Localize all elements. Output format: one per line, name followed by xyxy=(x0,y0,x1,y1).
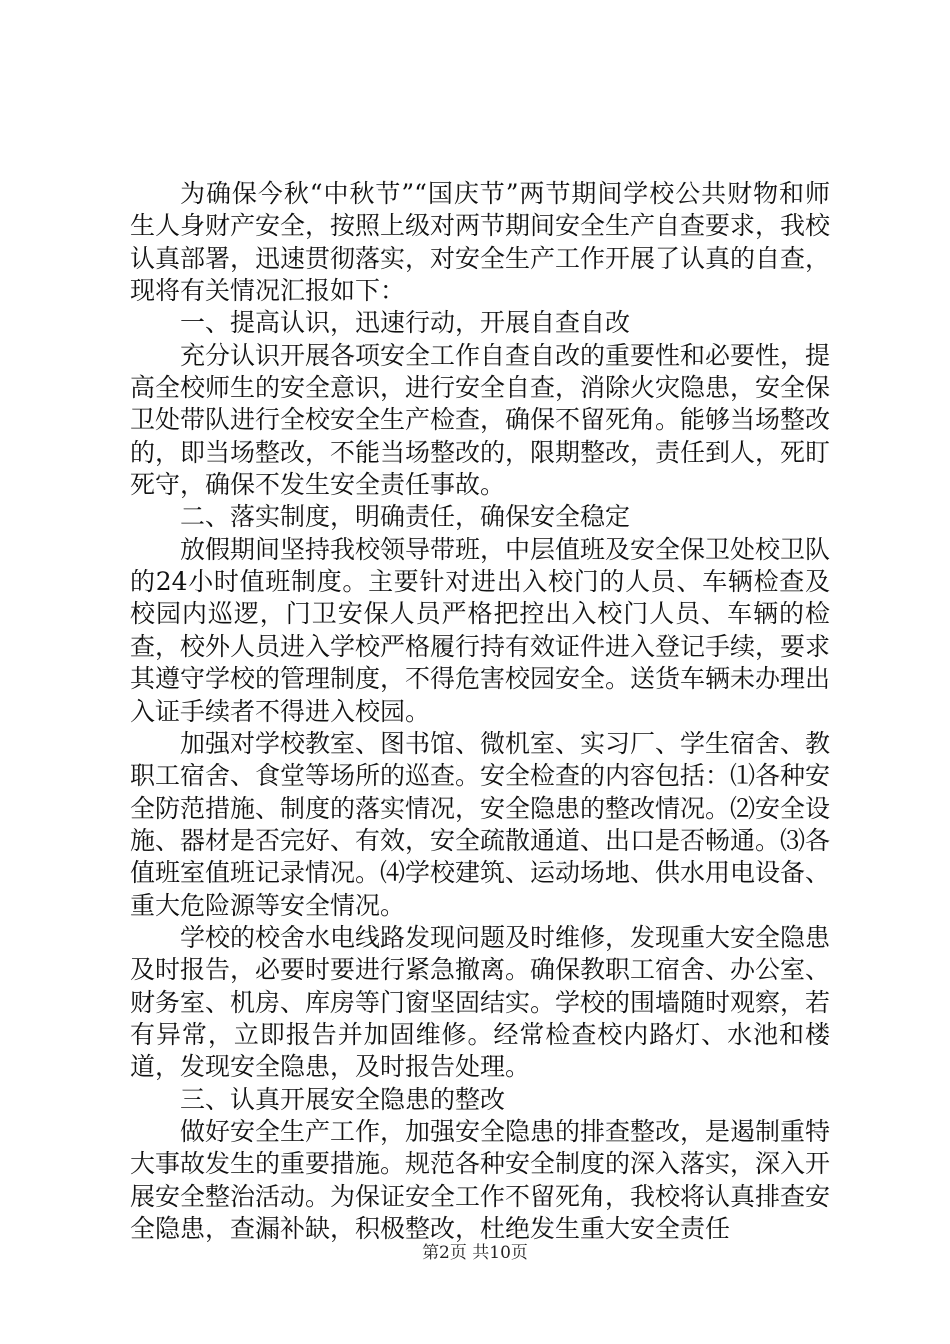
page-number-footer: 第2页 共10页 xyxy=(422,1243,528,1263)
paragraph-rectification: 做好安全生产工作，加强安全隐患的排查整改，是遏制重特大事故发生的重要措施。规范各种安全制度的深入落实，深入开展安全整治活动。为保证安全工作不留死角，我校将认真排查安全隐患，查漏补缺，积极整改，杜绝发生重大安全责任 xyxy=(130,1116,831,1243)
paragraph-intro: 为确保今秋“中秋节”“国庆节”两节期间学校公共财物和师生人身财产安全，按照上级对两节期间安全生产自查要求，我校认真部署，迅速贯彻落实，对安全生产工作开展了认真的自查，现将有关情况汇报如下： xyxy=(130,179,831,306)
paragraph-maintenance: 学校的校舍水电线路发现问题及时维修，发现重大安全隐患及时报告，必要时要进行紧急撤离。确保教职工宿舍、办公室、财务室、机房、库房等门窗坚固结实。学校的围墙随时观察，若有异常，立即报告并加固维修。经常检查校内路灯、水池和楼道，发现安全隐患，及时报告处理。 xyxy=(130,922,831,1082)
document-body xyxy=(130,178,830,1245)
paragraph-inspection: 加强对学校教室、图书馆、微机室、实习厂、学生宿舍、教职工宿舍、食堂等场所的巡查。安全检查的内容包括：⑴各种安全防范措施、制度的落实情况，安全隐患的整改情况。⑵安全设施、器材是否完好、有效，安全疏散通道、出口是否畅通。⑶各值班室值班记录情况。⑷学校建筑、运动场地、供水用电设备、重大危险源等安全情况。 xyxy=(130,728,831,920)
section-heading-3: 三、认真开展安全隐患的整改 xyxy=(180,1084,506,1114)
section-heading-1: 一、提高认识，迅速行动，开展自查自改 xyxy=(180,308,631,338)
section-heading-2: 二、落实制度，明确责任，确保安全稳定 xyxy=(180,502,631,532)
paragraph-duty-system: 放假期间坚持我校领导带班，中层值班及安全保卫处校卫队的24小时值班制度。主要针对进出入校门的人员、车辆检查及校园内巡逻，门卫安保人员严格把控出入校门人员、车辆的检查，校外人员进入学校严格履行持有效证件进入登记手续，要求其遵守学校的管理制度，不得危害校园安全。送货车辆未办理出入证手续者不得进入校园。 xyxy=(130,534,831,726)
paragraph-section-1: 充分认识开展各项安全工作自查自改的重要性和必要性，提高全校师生的安全意识，进行安全自查，消除火灾隐患，安全保卫处带队进行全校安全生产检查，确保不留死角。能够当场整改的，即当场整改，不能当场整改的，限期整改，责任到人，死盯死守，确保不发生安全责任事故。 xyxy=(130,340,831,500)
